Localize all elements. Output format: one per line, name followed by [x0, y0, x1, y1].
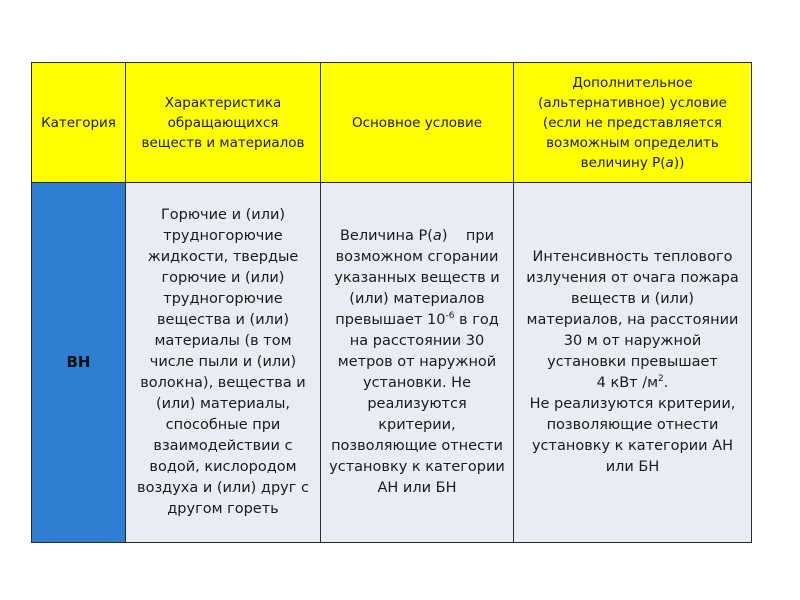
description-line: материалы (в том	[154, 333, 292, 349]
header-main-condition	[321, 63, 514, 183]
category-table	[31, 62, 752, 543]
main-condition-line: установку к категории	[329, 459, 505, 475]
alt-condition-line: установки превышает	[547, 354, 718, 370]
description-line: трудногорючие	[163, 291, 283, 307]
main-condition-line: АН или БН	[377, 480, 457, 496]
description-line: вещества и (или)	[157, 312, 289, 328]
header-alt-line: возможным определить	[546, 134, 719, 151]
main-condition-line: реализуются	[367, 396, 467, 412]
alt-condition-exponent: 2	[658, 374, 664, 385]
description-line: водой, кислородом	[149, 459, 297, 475]
header-alt-line	[516, 153, 749, 173]
description-line: другом гореть	[167, 501, 279, 517]
main-condition-line	[323, 226, 511, 247]
alt-condition-line: позволяющие отнести	[546, 417, 719, 433]
description-line: воздуха и (или) друг с	[137, 480, 309, 496]
main-condition-line: на расстоянии 30	[349, 333, 485, 349]
header-alt-line: Дополнительное	[572, 74, 693, 91]
header-category-label: Категория	[41, 114, 116, 131]
alt-condition-line	[516, 373, 749, 394]
header-characteristics	[126, 63, 321, 183]
main-condition-text: ) при	[441, 228, 495, 244]
header-characteristics-line: Характеристика	[164, 94, 282, 111]
description-line: Горючие и (или)	[160, 207, 286, 223]
category-cell	[32, 183, 126, 543]
main-condition-line: указанных веществ и	[334, 270, 500, 286]
main-condition-line: позволяющие отнести	[331, 438, 503, 454]
alt-condition-line: или БН	[605, 459, 660, 475]
header-category	[32, 63, 126, 183]
alt-condition-line: Не реализуются критерии,	[529, 396, 736, 412]
header-alt-line: (альтернативное) условие	[538, 94, 727, 111]
header-characteristics-line: веществ и материалов	[141, 134, 305, 151]
main-condition-line	[323, 310, 511, 331]
alt-condition-line: Интенсивность теплового	[532, 249, 733, 265]
header-main-condition-label: Основное условие	[351, 114, 483, 131]
main-condition-line: метров от наружной	[337, 354, 497, 370]
alt-condition-text: 4 кВт /м	[596, 375, 659, 391]
description-line: числе пыли и (или)	[149, 354, 297, 370]
header-alt-text: ))	[673, 154, 685, 171]
main-condition-line: установки. Не	[362, 375, 471, 391]
header-row	[32, 63, 752, 183]
alt-condition-line: 30 м от наружной	[563, 333, 702, 349]
main-condition-cell	[321, 183, 514, 543]
description-line: трудногорючие	[163, 228, 283, 244]
main-condition-italic: а	[432, 228, 442, 244]
alt-condition-cell	[514, 183, 752, 543]
main-condition-line: критерии,	[378, 417, 456, 433]
header-alt-text: величину Р(	[580, 154, 666, 171]
main-condition-line: возможном сгорании	[335, 249, 499, 265]
description-line: (или) материалы,	[155, 396, 291, 412]
description-cell	[126, 183, 321, 543]
description-line: волокна), вещества и	[140, 375, 306, 391]
header-alt-condition	[514, 63, 752, 183]
header-alt-line: (если не представляется	[542, 114, 723, 131]
description-line: взаимодействии с	[153, 438, 293, 454]
category-code: ВН	[66, 353, 91, 371]
alt-condition-line: веществ и (или)	[570, 291, 695, 307]
alt-condition-text: .	[663, 375, 669, 391]
header-characteristics-line: обращающихся	[167, 114, 279, 131]
main-condition-text: превышает 10	[335, 312, 446, 328]
header-alt-italic: а	[665, 154, 674, 171]
main-condition-exponent: -6	[445, 311, 455, 322]
main-condition-line: (или) материалов	[349, 291, 485, 307]
alt-condition-line: излучения от очага пожара	[526, 270, 739, 286]
category-row	[32, 183, 752, 543]
alt-condition-line: установку к категории АН	[531, 438, 734, 454]
description-line: горючие и (или)	[161, 270, 285, 286]
description-line: жидкости, твердые	[147, 249, 299, 265]
description-line: способные при	[165, 417, 281, 433]
alt-condition-line: материалов, на расстоянии	[526, 312, 739, 328]
main-condition-text: в год	[454, 312, 499, 328]
main-condition-text: Величина Р(	[339, 228, 433, 244]
